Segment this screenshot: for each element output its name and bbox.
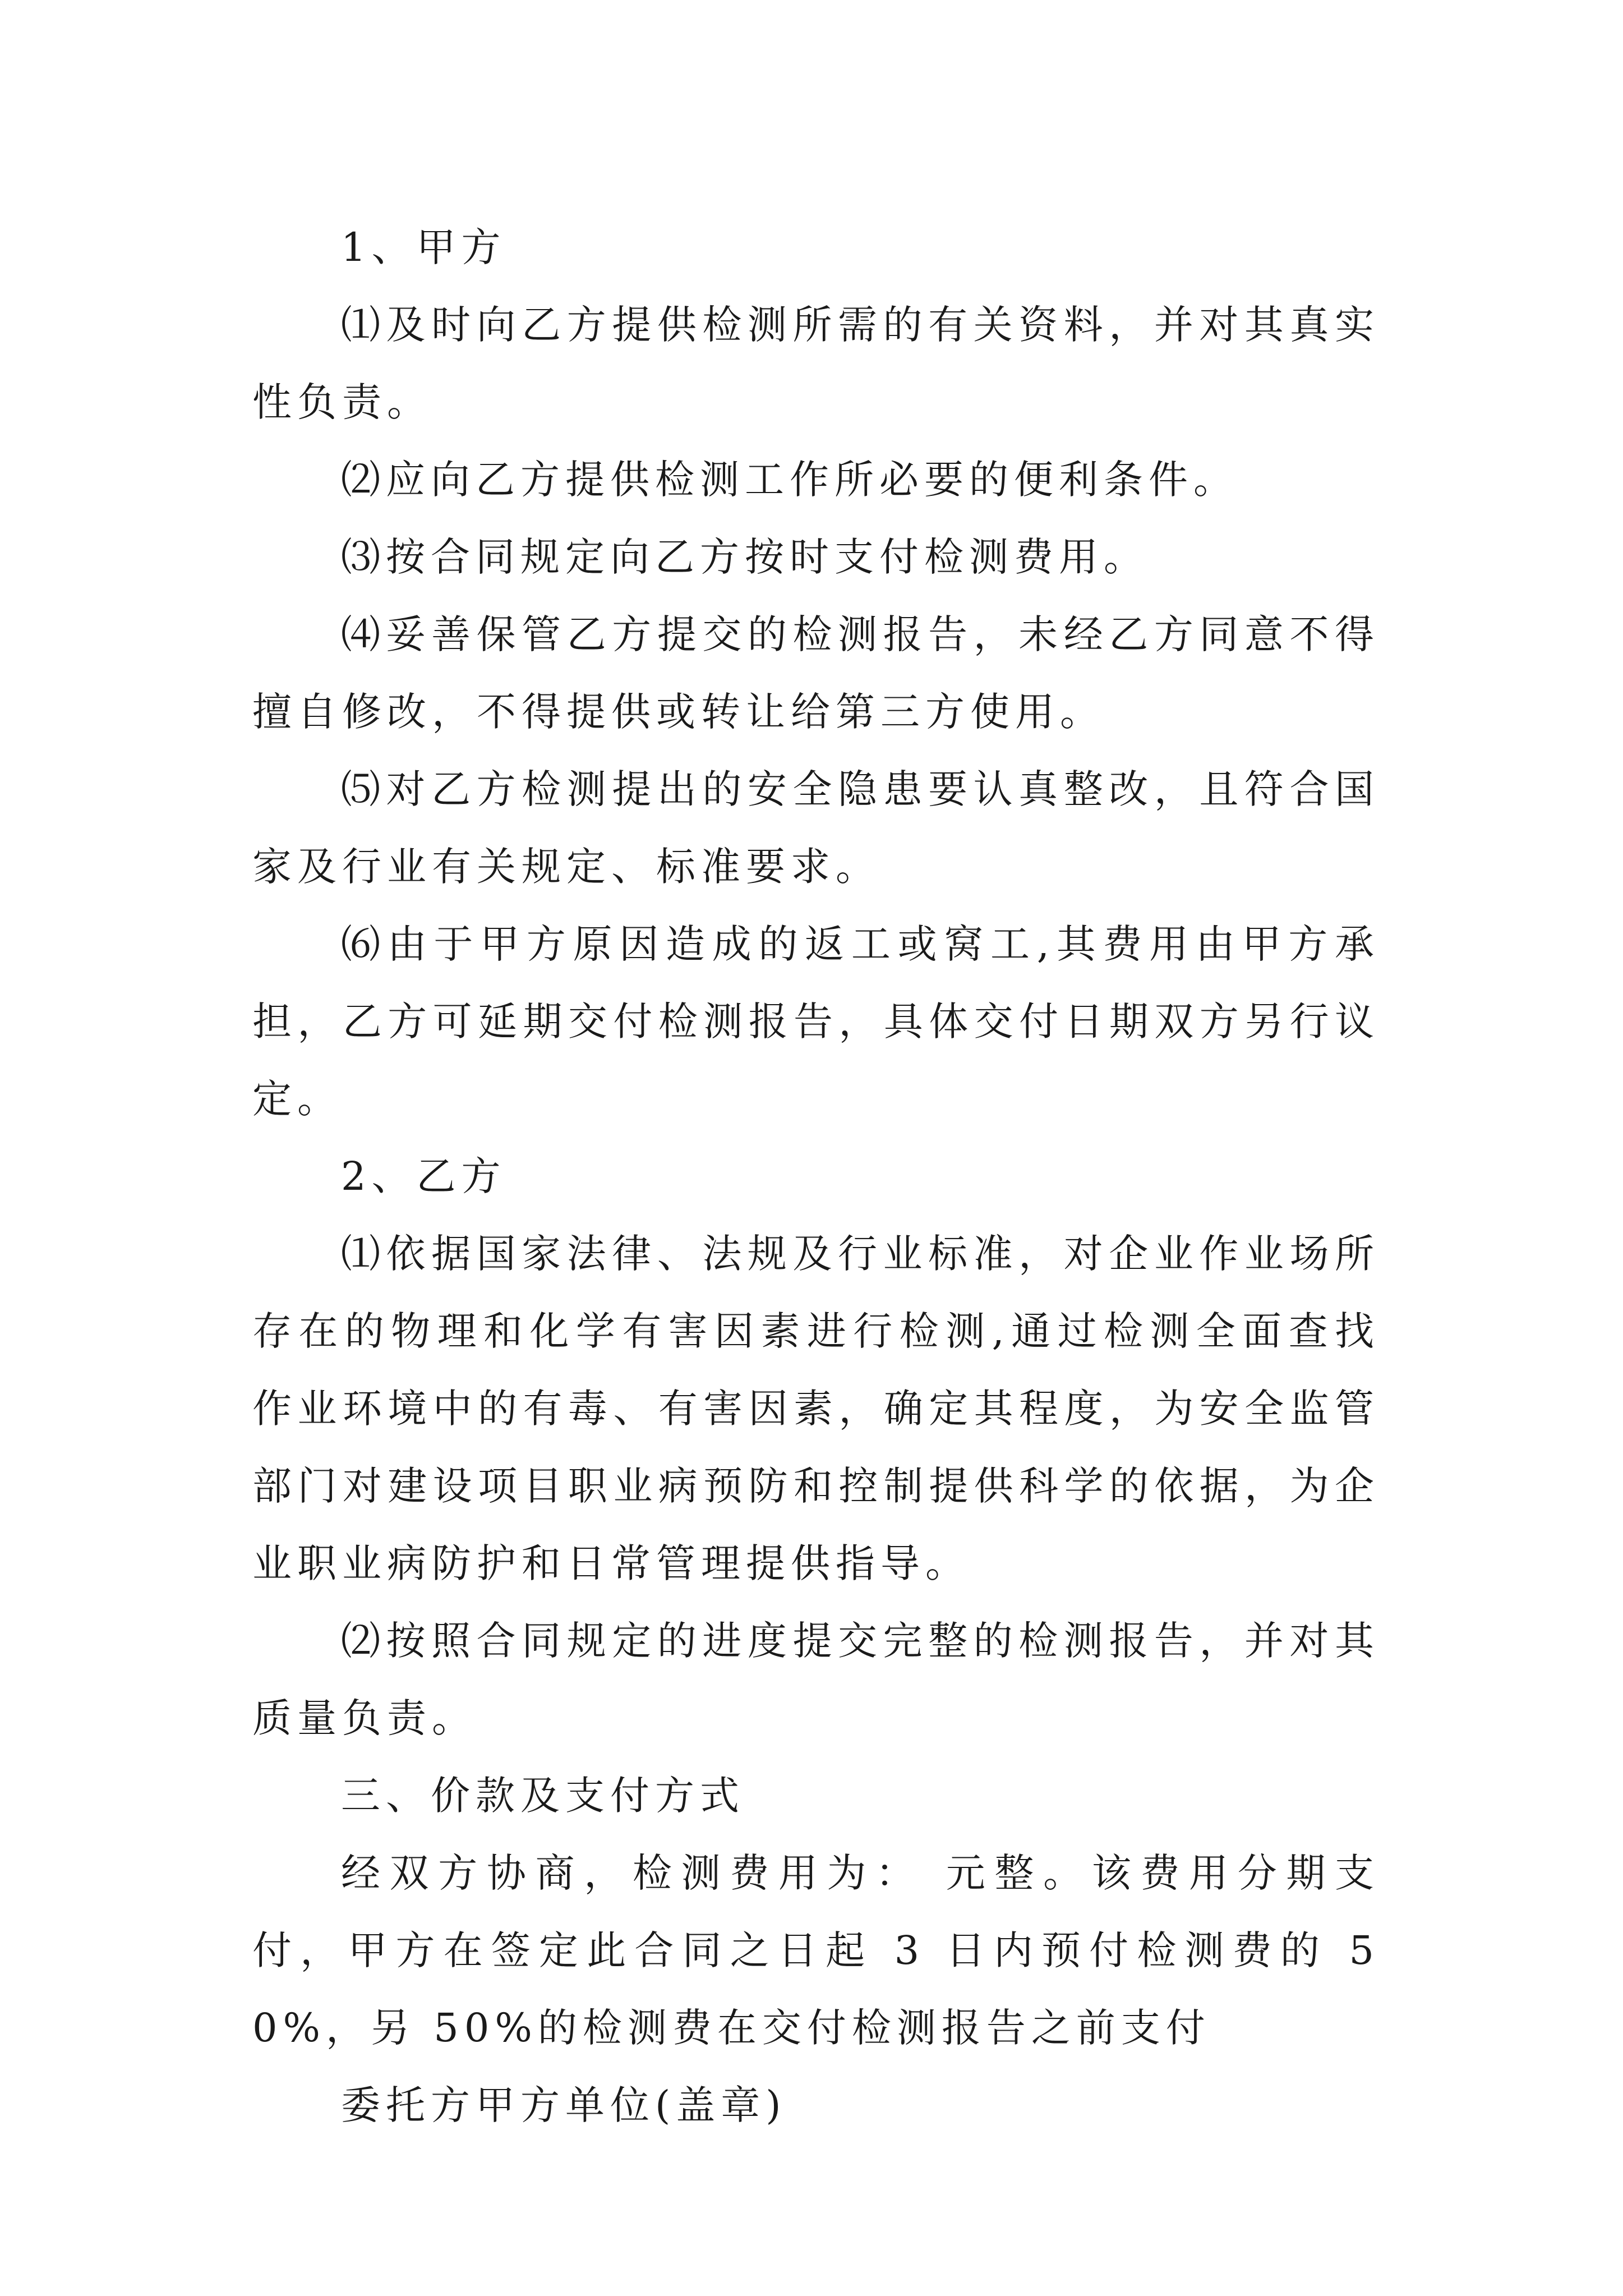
- party-a-clause-4: ⑷妥善保管乙方提交的检测报告，未经乙方同意不得擅自修改，不得提供或转让给第三方使用。: [252, 611, 1380, 735]
- heading-party-a: 1、甲方: [341, 224, 506, 270]
- party-b-clause-1: ⑴依据国家法律、法规及行业标准，对企业作业场所存在的物理和化学有害因素进行检测,通过检测全面查找作业环境中的有毒、有害因素，确定其程度，为安全监管部门对建设项目职业病预防和控制提供科学的依据，为企业职业病防护和日常管理提供指导。: [252, 1231, 1380, 1586]
- payment-terms: 经双方协商，检测费用为： 元整。该费用分期支付，甲方在签定此合同之日起 3 日内预付检测费的 50%，另 50%的检测费在交付检测报告之前支付: [252, 1850, 1380, 2051]
- party-b-clause-2: ⑵按照合同规定的进度提交完整的检测报告，并对其质量负责。: [252, 1618, 1380, 1741]
- party-a-clause-1: ⑴及时向乙方提供检测所需的有关资料，并对其真实性负责。: [252, 302, 1380, 425]
- heading-party-b: 2、乙方: [341, 1153, 506, 1199]
- heading-price-payment: 三、价款及支付方式: [341, 1773, 745, 1819]
- party-a-clause-6: ⑹由于甲方原因造成的返工或窝工,其费用由甲方承担，乙方可延期交付检测报告，具体交付日期双方另行议定。: [252, 921, 1380, 1122]
- document-page: [252, 209, 1380, 2144]
- party-a-clause-2: ⑵应向乙方提供检测工作所必要的便利条件。: [341, 457, 1238, 503]
- party-a-clause-5: ⑸对乙方检测提出的安全隐患要认真整改，且符合国家及行业有关规定、标准要求。: [252, 766, 1380, 890]
- signature-party-a: 委托方甲方单位(盖章): [341, 2082, 787, 2128]
- party-a-clause-3: ⑶按合同规定向乙方按时支付检测费用。: [341, 534, 1149, 580]
